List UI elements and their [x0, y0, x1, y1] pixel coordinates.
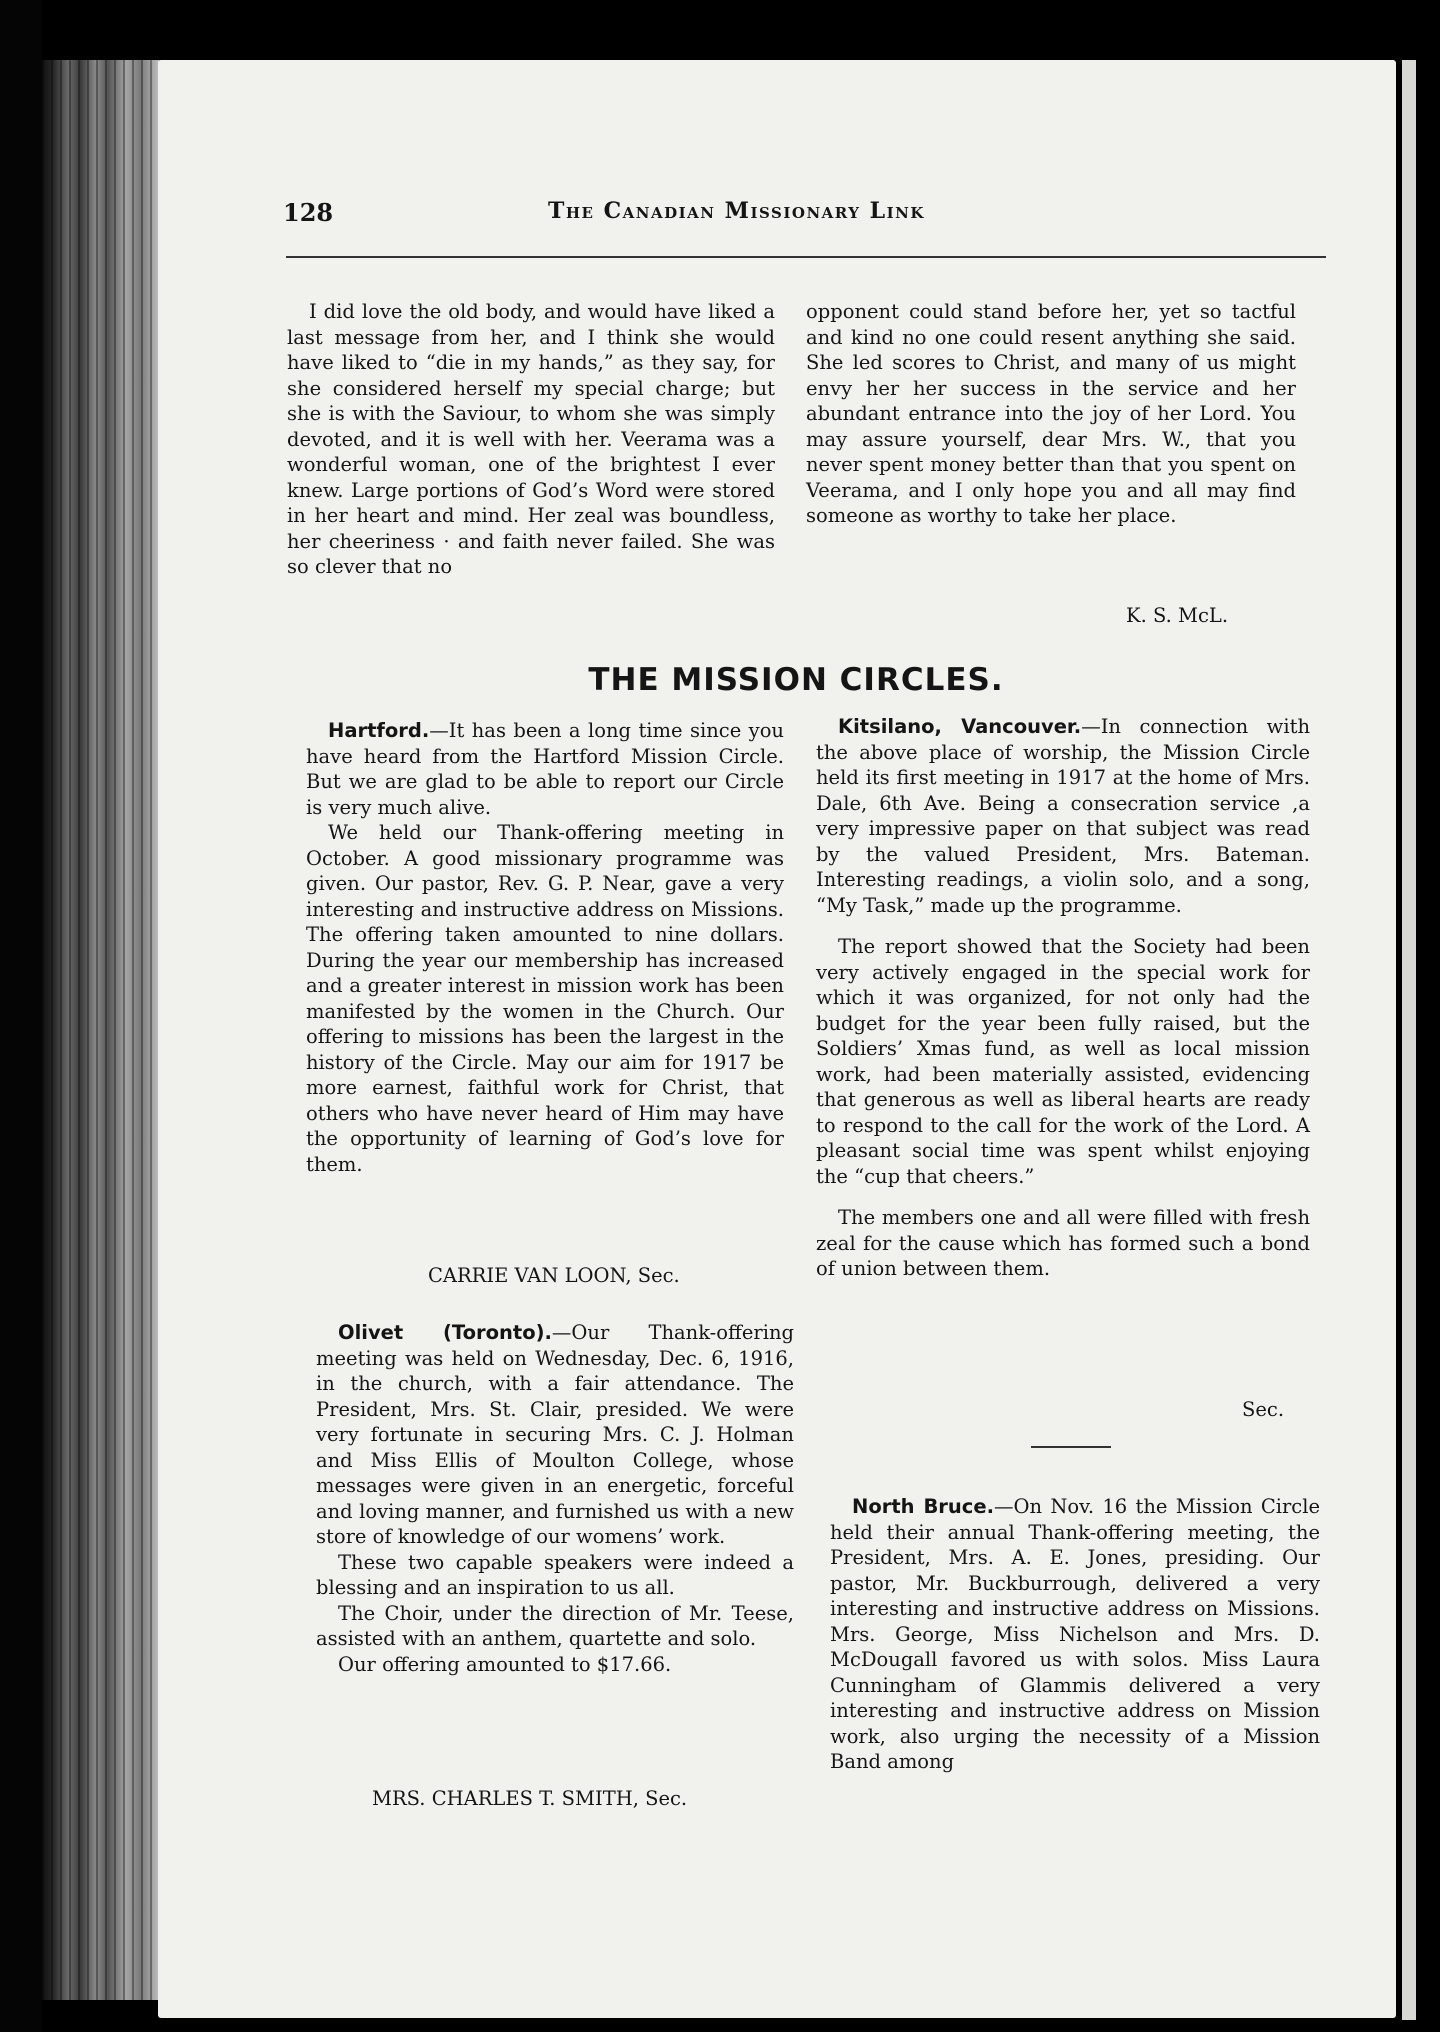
olivet-report [316, 1320, 794, 1677]
hartford-para-2: We held our Thank-offering meeting in October. A good missionary programme was given. Our pastor, Rev. G. P. Near, gave a very interesting and instructive address on Missions. The offering taken amounted to nine dollars. During the year our membership has increased and a greater interest in mission work has been manifested by the women in the Church. Our offering to missions has been the largest in the history of the Circle. May our aim for 1917 be more earnest, faithful work for Christ, that others who have never heard of Him may have the opportunity of learning of God’s love for them. [306, 821, 784, 1176]
olivet-para-2: These two capable speakers were indeed a blessing and an inspiration to us all. [316, 1550, 794, 1599]
olivet-para-3: The Choir, under the direction of Mr. Teese, assisted with an anthem, quartette and solo. [316, 1601, 794, 1650]
north-bruce-heading: North Bruce. [852, 1495, 994, 1518]
page-number: 128 [283, 198, 334, 227]
kitsilano-signature: Sec. [1242, 1398, 1285, 1421]
north-bruce-para-1 [830, 1494, 1320, 1775]
kitsilano-report [816, 714, 1310, 1282]
hartford-text-1: —It has been a long time since you have heard from the Hartford Mission Circle. But we are glad to be able to report our Circle is very much alive. [306, 719, 784, 819]
adjacent-page-sliver [1402, 60, 1416, 2020]
olivet-para-4: Our offering amounted to $17.66. [338, 1652, 672, 1676]
kitsilano-text-1: —In connection with the above place of worship, the Mission Circle held its first meeting in 1917 at the home of Mrs. Dale, 6th Ave. Being a consecration service ,a very impressive paper on that subject was read by the valued President, Mrs. Bateman. Interesting readings, a violin solo, and a song, “My Task,” made up the programme. [816, 715, 1311, 917]
north-bruce-report [830, 1494, 1320, 1775]
running-title: The Canadian Missionary Link [548, 198, 925, 224]
kitsilano-heading: Kitsilano, Vancouver. [838, 715, 1082, 738]
kitsilano-para-2: The report showed that the Society had been very actively engaged in the special work for which it was organized, for not only had the budget for the year been fully raised, but the Soldiers’ Xmas fund, as well as local mission work, had been materially assisted, evidencing that generous as well as liberal hearts are ready to respond to the call for the work of the Lord. A pleasant social time was spent whilst enjoying the “cup that cheers.” [816, 935, 1310, 1188]
book-page-edge-lines [42, 60, 162, 2000]
letter-left-text: I did love the old body, and would have liked a last message from her, and I think she would have liked to “die in my hands,” as they say, for she considered herself my special charge; but she is with the Saviour, to whom she was simply devoted, and it is well with her. Veerama was a wonderful woman, one of the brightest I ever knew. Large portions of God’s Word were stored in her heart and mind. Her zeal was boundless, her cheeriness · and faith never failed. She was so clever that no [287, 300, 775, 578]
header-rule [286, 256, 1326, 258]
olivet-text-1: —Our Thank-offering meeting was held on Wednesday, Dec. 6, 1916, in the church, with a fair attendance. The President, Mrs. St. Clair, presided. We were very fortunate in securing Mrs. C. J. Holman and Miss Ellis of Moulton College, whose messages were given in an energetic, forceful and loving manner, and furnished us with a new store of knowledge of our womens’ work. [316, 1321, 794, 1548]
letter-signature: K. S. McL. [1126, 604, 1229, 627]
letter-right-text: opponent could stand before her, yet so tactful and kind no one could resent anything she said. She led scores to Christ, and many of us might envy her her success in the service and her abundant entrance into the joy of her Lord. You may assure yourself, dear Mrs. W., that you never spent money better than that you spent on Veerama, and I only hope you and all may find someone as worthy to take her place. [806, 300, 1296, 527]
kitsilano-para-1 [816, 714, 1310, 918]
olivet-signature: MRS. CHARLES T. SMITH, Sec. [372, 1787, 688, 1810]
letter-left-column [287, 299, 775, 580]
olivet-heading: Olivet (Toronto). [338, 1321, 552, 1344]
book-spine-shadow [0, 0, 42, 2032]
letter-right-column [806, 299, 1296, 529]
olivet-para-1 [316, 1320, 794, 1550]
page-header [283, 198, 1163, 238]
north-bruce-text-1: —On Nov. 16 the Mission Circle held their annual Thank-offering meeting, the President, Mrs. A. E. Jones, presiding. Our pastor, Mr. Buckburrough, delivered a very interesting and instructive address on Missions. Mrs. George, Miss Nichelson and Mrs. D. McDougall favored us with solos. Miss Laura Cunningham of Glammis delivered a very interesting and instructive address on Mission work, also urging the necessity of a Mission Band among [830, 1495, 1320, 1773]
section-title: THE MISSION CIRCLES. [588, 662, 1004, 698]
hartford-para-1 [306, 718, 784, 820]
hartford-heading: Hartford. [328, 719, 430, 742]
hartford-signature: CARRIE VAN LOON, Sec. [428, 1264, 680, 1287]
hartford-report [306, 718, 784, 1177]
kitsilano-para-3: The members one and all were filled with fresh zeal for the cause which has formed such a bond of union between them. [816, 1206, 1310, 1280]
section-divider [1031, 1446, 1111, 1448]
